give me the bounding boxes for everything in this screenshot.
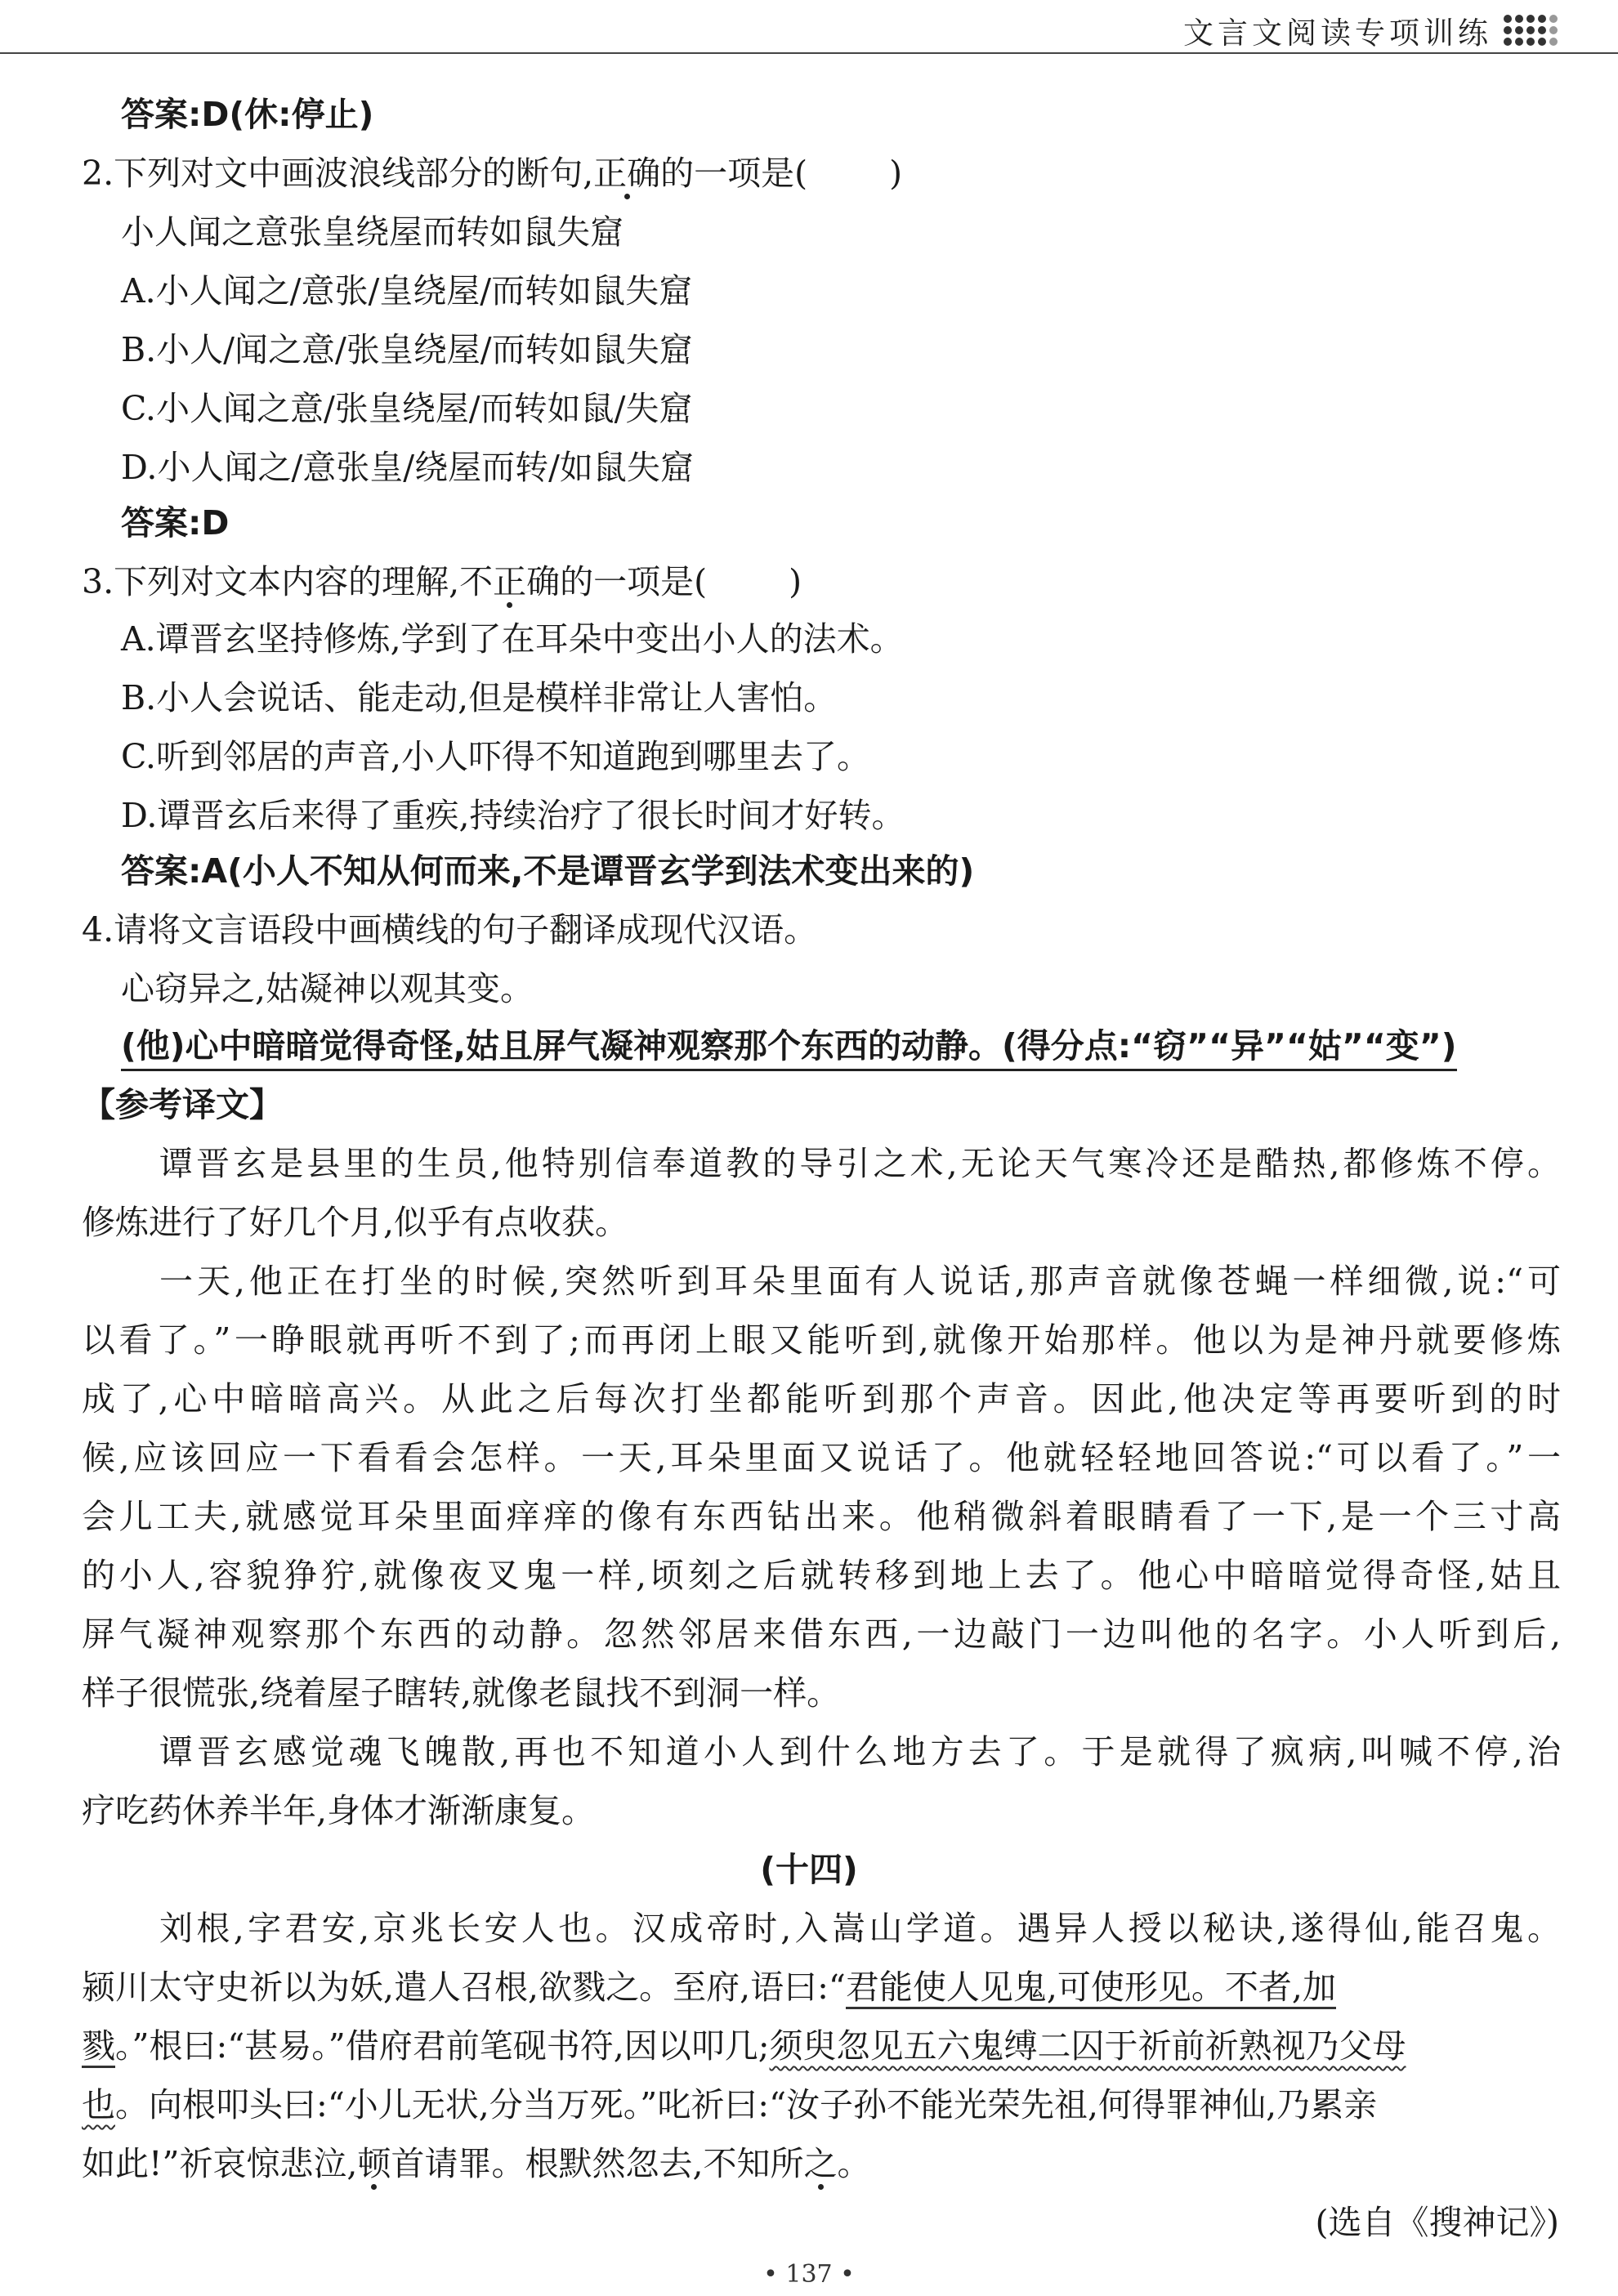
- header-divider: [0, 52, 1618, 54]
- section-text-line: 戮。”根曰:“甚易。”借府君前笔砚书符,因以叩几;须臾忽见五六鬼缚二囚于祈前祈熟视乃父母: [0, 2025, 1618, 2067]
- emphasis-char: 顿: [357, 2144, 391, 2183]
- wavy-sentence-end: 也: [82, 2085, 115, 2124]
- q2-option-d: D.小人闻之/意张皇/绕屋而转/如鼠失窟: [121, 448, 694, 487]
- translation-line: 成了,心中暗暗高兴。从此之后每次打坐都能听到那个声音。因此,他决定等再要听到的时: [82, 1379, 1561, 1418]
- q4-sentence: 心窃异之,姑凝神以观其变。: [121, 969, 534, 1008]
- page-header: [1183, 8, 1558, 52]
- q2-option-a: A.小人闻之/意张/皇绕屋/而转如鼠失窟: [121, 271, 693, 310]
- q3-option-b: B.小人会说话、能走动,但是模样非常让人害怕。: [121, 678, 838, 717]
- emphasis-char: 之: [803, 2144, 838, 2183]
- underlined-sentence: 君能使人见鬼,可使形见。不者,加: [846, 1968, 1336, 2009]
- translation-line: 样子很慌张,绕着屋子瞎转,就像老鼠找不到洞一样。: [82, 1673, 841, 1713]
- wavy-sentence: 须臾忽见五六鬼缚二囚于祈前祈熟视乃父母: [769, 2026, 1406, 2066]
- section-text-line: 刘根,字君安,京兆长安人也。汉成帝时,入嵩山学道。遇异人授以秘诀,遂得仙,能召鬼。: [159, 1909, 1561, 1948]
- q4-stem: 4.请将文言语段中画横线的句子翻译成现代汉语。: [82, 910, 818, 949]
- q2-answer: 答案:D: [121, 503, 230, 543]
- translation-line: 屏气凝神观察那个东西的动静。忽然邻居来借东西,一边敲门一边叫他的名字。小人听到后,: [82, 1615, 1561, 1654]
- q2-passage: 小人闻之意张皇绕屋而转如鼠失窟: [121, 212, 624, 252]
- page-number: • 137 •: [763, 2260, 855, 2289]
- q2-stem: 2.下列对文中画波浪线部分的断句,正确的一项是( ): [82, 154, 903, 193]
- translation-line: 一天,他正在打坐的时候,突然听到耳朵里面有人说话,那声音就像苍蝇一样细微,说:“可: [159, 1262, 1561, 1301]
- header-dots-icon: [1504, 15, 1558, 46]
- translation-line: 的小人,容貌狰狞,就像夜叉鬼一样,顷刻之后就转移到地上去了。他心中暗暗觉得奇怪,姑且: [82, 1556, 1561, 1595]
- q3-stem: 3.下列对文本内容的理解,不正确的一项是( ): [82, 562, 802, 601]
- section-text-line: 颍川太守史祈以为妖,遣人召根,欲戮之。至府,语曰:“君能使人见鬼,可使形见。不者,加: [0, 1966, 1618, 2008]
- section-title: (十四): [760, 1850, 858, 1889]
- q3-option-a: A.谭晋玄坚持修炼,学到了在耳朵中变出小人的法术。: [121, 619, 904, 659]
- q2-emphasis: 正确: [593, 154, 661, 193]
- translation-line: 疗吃药休养半年,身体才渐渐康复。: [82, 1791, 596, 1830]
- translation-line: 修炼进行了好几个月,似乎有点收获。: [82, 1203, 629, 1242]
- translation-line: 会儿工夫,就感觉耳朵里面痒痒的像有东西钻出来。他稍微斜着眼睛看了一下,是一个三寸高: [82, 1497, 1561, 1536]
- q3-option-d: D.谭晋玄后来得了重疾,持续治疗了很长时间才好转。: [121, 796, 905, 835]
- translation-line: 候,应该回应一下看看会怎样。一天,耳朵里面又说话了。他就轻轻地回答说:“可以看了。”一: [82, 1438, 1561, 1477]
- translation-line: 以看了。”一睁眼就再听不到了;而再闭上眼又能听到,就像开始那样。他以为是神丹就要修炼: [82, 1320, 1561, 1360]
- q2-option-c: C.小人闻之意/张皇绕屋/而转如鼠/失窟: [121, 389, 693, 428]
- source-citation: (选自《搜神记》): [1315, 2203, 1559, 2242]
- translation-heading: 【参考译文】: [82, 1085, 283, 1124]
- header-title: 文言文阅读专项训练: [1183, 16, 1492, 51]
- q3-option-c: C.听到邻居的声音,小人吓得不知道跑到哪里去了。: [121, 737, 870, 776]
- q3-answer: 答案:A(小人不知从何而来,不是谭晋玄学到法术变出来的): [121, 851, 975, 891]
- translation-line: 谭晋玄感觉魂飞魄散,再也不知道小人到什么地方去了。于是就得了疯病,叫喊不停,治: [159, 1732, 1561, 1771]
- q2-option-b: B.小人/闻之意/张皇绕屋/而转如鼠失窟: [121, 330, 693, 369]
- q4-answer: (他)心中暗暗觉得奇怪,姑且屏气凝神观察那个东西的动静。(得分点:“窃”“异”“姑”“变”): [0, 1025, 1618, 1067]
- underlined-sentence-end: 戮: [82, 2026, 115, 2068]
- q3-emphasis: 不正确: [459, 562, 561, 601]
- q1-answer: 答案:D(休:停止): [121, 95, 374, 134]
- section-text-line: 也。向根叩头曰:“小儿无状,分当万死。”叱祈曰:“汝子孙不能光荣先祖,何得罪神仙,乃累亲: [82, 2085, 1378, 2124]
- translation-line: 谭晋玄是县里的生员,他特别信奉道教的导引之术,无论天气寒冷还是酷热,都修炼不停。: [159, 1144, 1561, 1183]
- section-text-line: 如此!”祈哀惊悲泣,顿首请罪。根默然忽去,不知所之。: [82, 2144, 871, 2183]
